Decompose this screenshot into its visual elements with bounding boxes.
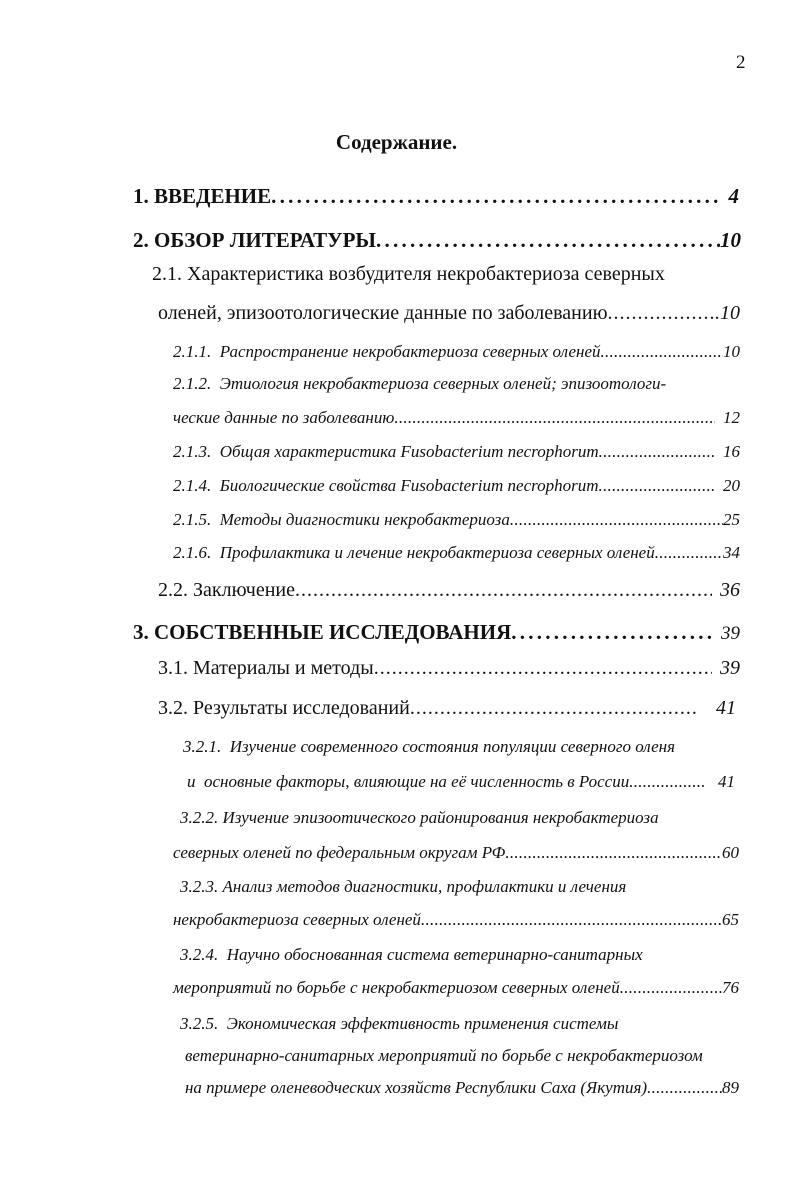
toc-leader [608,302,715,325]
toc-label: 2.1.5. Методы диагностики некробактериоза [173,510,510,529]
toc-page: 34 [723,543,740,562]
toc-label: северных оленей по федеральным округам РФ [173,843,506,862]
toc-leader [295,579,712,602]
toc-entry-2-1 [158,302,740,325]
toc-entry-2-1-line1: 2.1. Характеристика возбудителя некробактериоза северных [152,263,665,285]
toc-label: мероприятий по борьбе с некробактериозом северных оленей [173,978,620,997]
toc-label: 1. ВВЕДЕНИЕ [133,184,272,208]
toc-page: 39 [721,623,740,644]
page-number: 2 [736,52,746,73]
toc-entry-2-1-2 [173,408,740,428]
toc-entry-3-2-1-line1: 3.2.1. Изучение современного состояния популяции северного оленя [183,737,676,756]
page-title: Содержание. [335,130,458,154]
toc-entry-3-2-5-line1: 3.2.5. Экономическая эффективность применения системы [180,1014,619,1033]
toc-leader [601,342,724,362]
toc-entry-3-2-2-line1: 3.2.2. Изучение эпизоотического районирования некробактериоза [180,808,659,827]
toc-page: 89 [722,1078,739,1097]
toc-leader [376,228,720,253]
toc-page: 39 [720,657,740,679]
toc-leader [655,543,723,563]
toc-page: 4 [728,184,739,208]
toc-page: 76 [722,978,739,997]
toc-label: 2.1.4. Биологические свойства Fusobacterium necrophorum [173,476,599,495]
toc-page: 41 [716,697,736,719]
toc-leader [510,510,723,530]
toc-leader [647,1078,722,1098]
toc-label: 3.2. Результаты исследований [158,697,410,719]
toc-leader [511,620,713,645]
toc-page: .10 [715,302,740,324]
toc-label: 3. СОБСТВЕННЫЕ ИССЛЕДОВАНИЯ [133,620,512,644]
toc-entry-2-1-3 [173,442,740,462]
toc-entry-2-1-1 [173,342,740,362]
toc-entry-3-2-5 [185,1078,739,1098]
toc-label: 2.1.1. Распространение некробактериоза северных оленей [173,342,601,361]
toc-label: 2.2. Заключение [158,579,295,601]
toc-page: 16 [723,442,740,461]
toc-page: 25 [723,510,740,529]
toc-page: 41 [718,772,735,791]
toc-entry-1 [133,184,739,209]
toc-page: 20 [723,476,740,495]
toc-entry-2 [133,228,741,253]
toc-entry-3-2-3 [173,910,739,930]
toc-page: 36 [720,579,740,601]
toc-label: 3.1. Материалы и методы [158,657,374,679]
toc-entry-3-2-3-line1: 3.2.3. Анализ методов диагностики, профилактики и лечения [180,877,627,896]
toc-entry-3-2-4-line1: 3.2.4. Научно обоснованная система ветеринарно-санитарных [180,945,643,964]
toc-entry-2-1-4 [173,476,740,496]
toc-leader [410,697,698,720]
toc-page: 65 [722,910,739,929]
toc-entry-3-2-4 [173,978,739,998]
toc-page: 10 [723,342,740,361]
toc-page: 60 [722,843,739,862]
toc-entry-2-1-6 [173,543,740,563]
toc-entry-3-1 [158,657,740,680]
toc-page: 10 [720,228,741,252]
toc-entry-3 [133,620,740,645]
toc-leader [599,476,715,496]
toc-label: ческие данные по заболеванию [173,408,395,427]
toc-leader [505,843,722,863]
toc-label: на примере оленеводческих хозяйств Республики Саха (Якутия) [185,1078,648,1097]
toc-label: и основные факторы, влияющие на её численность в России [187,772,630,791]
toc-leader [629,772,704,792]
toc-entry-3-2-5-line2: ветеринарно-санитарных мероприятий по борьбе с некробактериозом [185,1046,703,1065]
toc-label: 2. ОБЗОР ЛИТЕРАТУРЫ [133,228,377,252]
toc-label: 2.1.6. Профилактика и лечение некробактериоза северных оленей [173,543,655,562]
toc-entry-2-2 [158,579,740,602]
toc-label: оленей, эпизоотологические данные по заболеванию [158,302,608,324]
toc-leader [394,408,715,428]
toc-label: 2.1.3. Общая характеристика Fusobacterium necrophorum [173,442,599,461]
toc-leader [374,657,712,680]
toc-leader [271,184,720,209]
toc-entry-2-1-5 [173,510,740,530]
toc-entry-2-1-2-line1: 2.1.2. Этиология некробактериоза северных оленей; эпизоотологи- [173,374,667,393]
toc-entry-3-2-1 [187,772,735,792]
toc-page: 12 [723,408,740,427]
toc-entry-3-2-2 [173,843,739,863]
toc-leader [599,442,715,462]
toc-leader [421,910,722,930]
toc-label: некробактериоза северных оленей [173,910,421,929]
toc-leader [620,978,722,998]
toc-entry-3-2 [158,697,736,720]
